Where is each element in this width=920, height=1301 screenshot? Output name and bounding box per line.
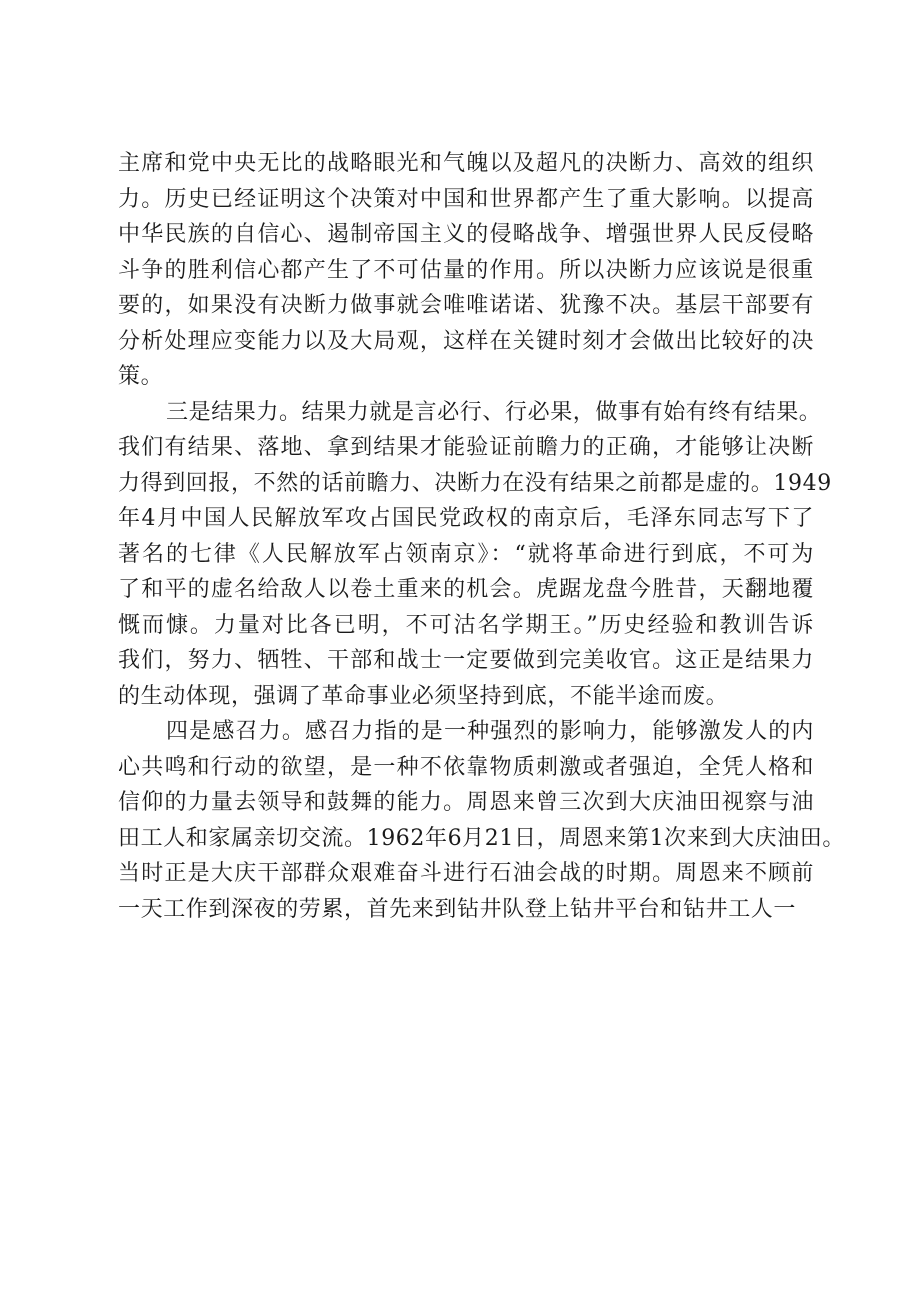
- text-line: 慨而慷。力量对比各已明，不可沽名学期王。”历史经验和教训告诉: [118, 612, 814, 638]
- text-line: 信仰的力量去领导和鼓舞的能力。周恩来曾三次到大庆油田视察与油: [118, 790, 814, 815]
- document-body: [118, 146, 845, 927]
- text-line: 四是感召力。感召力指的是一种强烈的影响力，能够激发人的内: [166, 719, 814, 744]
- text-line: 主席和党中央无比的战略眼光和气魄以及超凡的决断力、高效的组织: [118, 151, 814, 176]
- text-line: 要的，如果没有决断力做事就会唯唯诺诺、犹豫不决。基层干部要有: [118, 293, 814, 318]
- text-line: 三是结果力。结果力就是言必行、行必果，做事有始有终有结果。: [166, 399, 822, 425]
- text-line: 中华民族的自信心、遏制帝国主义的侵略战争、增强世界人民反侵略: [118, 222, 814, 247]
- text-line: 力得到回报，不然的话前瞻力、决断力在没有结果之前都是虚的。1949: [118, 470, 832, 496]
- paragraph: [118, 146, 814, 395]
- text-line: 力。历史已经证明这个决策对中国和世界都产生了重大影响。以提高: [118, 186, 814, 212]
- text-line: 当时正是大庆干部群众艰难奋斗进行石油会战的时期。周恩来不顾前: [118, 861, 814, 886]
- text-line: 年4月中国人民解放军攻占国民党政权的南京后，毛泽东同志写下了: [118, 506, 814, 531]
- text-line: 了和平的虚名给敌人以卷土重来的机会。虎踞龙盘今胜昔，天翻地覆: [118, 577, 814, 602]
- text-line: 我们有结果、落地、拿到结果才能验证前瞻力的正确，才能够让决断: [118, 435, 814, 460]
- text-line: 斗争的胜利信心都产生了不可估量的作用。所以决断力应该说是很重: [118, 257, 814, 283]
- paragraph: [118, 395, 832, 715]
- text-line: 田工人和家属亲切交流。1962年6月21日，周恩来第1次来到大庆油田。: [118, 825, 845, 851]
- text-line: 心共鸣和行动的欲望，是一种不依靠物质刺激或者强迫，全凭人格和: [118, 754, 814, 780]
- text-line: 著名的七律《人民解放军占领南京》：“就将革命进行到底，不可为: [118, 541, 814, 567]
- paragraph: [118, 714, 845, 927]
- text-line: 分析处理应变能力以及大局观，这样在关键时刻才会做出比较好的决: [118, 328, 814, 354]
- text-line: 一天工作到深夜的劳累，首先来到钻井队登上钻井平台和钻井工人一: [118, 896, 797, 922]
- text-line: 策。: [118, 364, 164, 389]
- text-line: 的生动体现，强调了革命事业必须坚持到底，不能半途而废。: [118, 683, 729, 709]
- text-line: 我们，努力、牺牲、干部和战士一定要做到完美收官。这正是结果力: [118, 648, 814, 673]
